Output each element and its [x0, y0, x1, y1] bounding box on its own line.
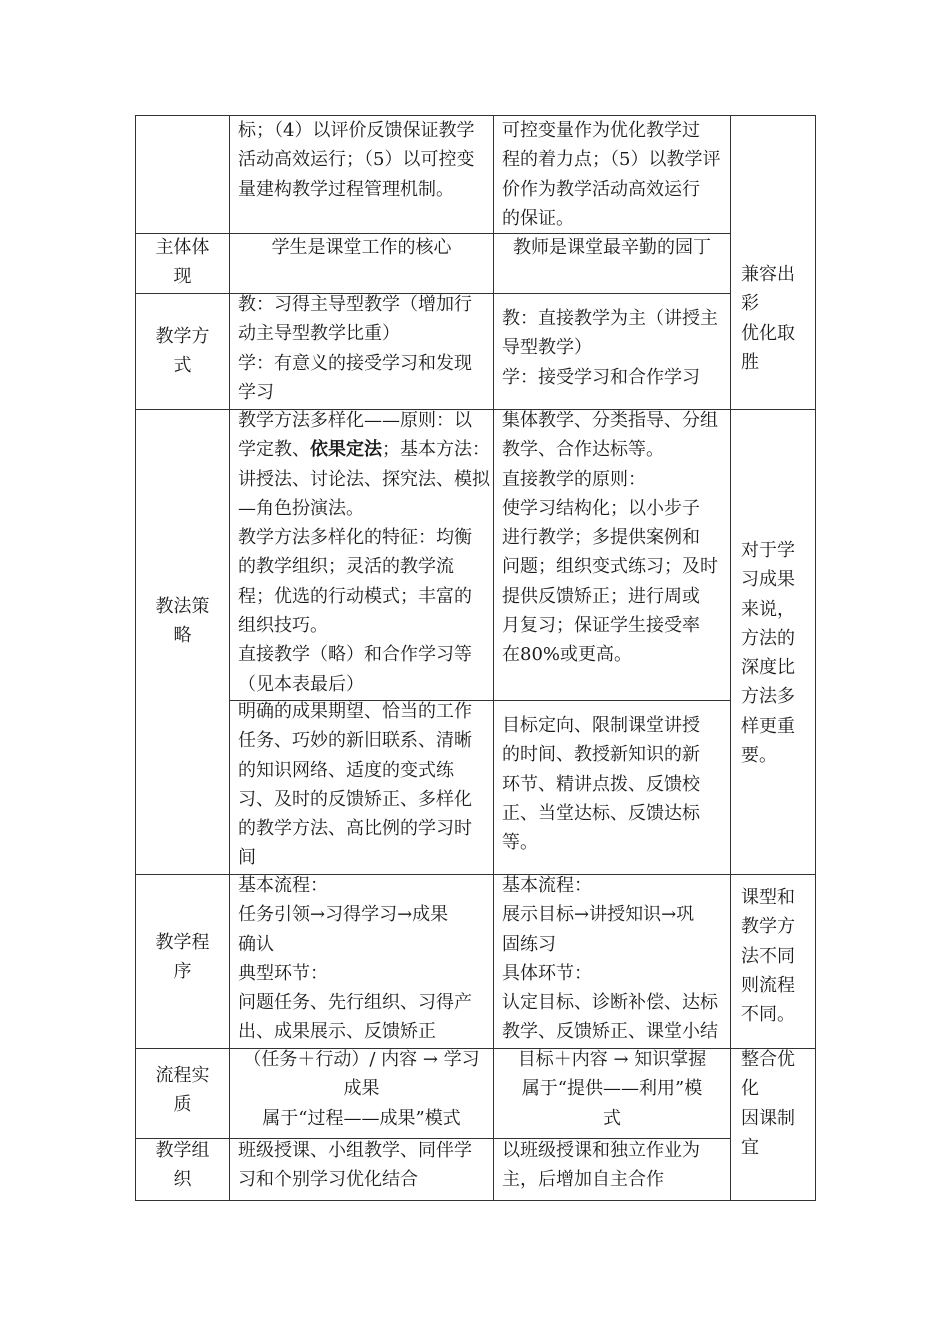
- new-model-cell: [230, 233, 493, 262]
- cell-line: 习和个别学习优化结合: [238, 1169, 418, 1191]
- cell-line: 教学方: [741, 916, 795, 938]
- cell-line: 深度比: [741, 657, 795, 679]
- cell-line: 班级授课、小组教学、同伴学: [238, 1140, 472, 1161]
- cell-line: 基本流程：: [238, 875, 328, 896]
- old-model-cell: [502, 304, 728, 392]
- table-bottom-border: [135, 1200, 816, 1201]
- cell-line: 展示目标→讲授知识→巩: [502, 904, 695, 926]
- cell-line: 来说，: [741, 598, 795, 620]
- cell-line: 导型教学）: [502, 337, 592, 359]
- cell-line: 方法的: [741, 627, 795, 649]
- cell-line: 学：接受学习和合作学习: [502, 366, 700, 388]
- cell-line: 彩: [741, 293, 759, 315]
- note-cell: [741, 260, 813, 377]
- cell-line: 间: [238, 847, 256, 869]
- cell-line: 式: [173, 355, 192, 377]
- cell-line: 量建构教学过程管理机制。: [238, 178, 454, 200]
- cell-line: 的保证。: [502, 207, 574, 229]
- cell-line: 问题；组织变式练习；及时: [502, 556, 718, 578]
- cell-line: 环节、精讲点拨、反馈校: [502, 773, 700, 795]
- cell-line: 任务、巧妙的新旧联系、清晰: [238, 730, 472, 752]
- cell-line: 教：直接教学为主（讲授主: [502, 308, 718, 329]
- cell-line: 进行教学；多提供案例和: [502, 527, 700, 549]
- cell-line: 教学方法多样化——原则：以: [238, 410, 472, 431]
- cell-line: 的教学组织；灵活的教学流: [238, 556, 454, 578]
- cell-line: [238, 435, 490, 464]
- cell-line: 对于学: [741, 540, 795, 561]
- new-model-cell: [238, 290, 490, 407]
- cell-line: 固练习: [502, 933, 556, 955]
- row-header-cell: [136, 928, 229, 987]
- cell-line: 学：有意义的接受学习和发现: [238, 352, 472, 374]
- cell-line: 教学、合作达标等。: [502, 439, 664, 461]
- new-model-cell: [238, 406, 490, 699]
- cell-line: 教学方: [155, 326, 210, 347]
- cell-line: 使学习结构化；以小步子: [502, 497, 700, 519]
- cell-line: 程；优选的行动模式；丰富的: [238, 585, 472, 607]
- old-model-cell: [502, 871, 728, 1047]
- cell-line: 讲授法、讨论法、探究法、模拟: [238, 468, 490, 490]
- row-header-cell: [136, 1136, 229, 1195]
- cell-line: 程的着力点；（5）以教学评: [502, 149, 721, 171]
- cell-line: 主，后增加自主合作: [502, 1169, 664, 1191]
- cell-line: 具体环节：: [502, 962, 592, 984]
- cell-line: 学生是课堂工作的核心: [271, 237, 452, 258]
- cell-line: 的时间、教授新知识的新: [502, 744, 700, 766]
- cell-line: 习、及时的反馈矫正、多样化: [238, 788, 472, 810]
- cell-line: 优化取: [741, 322, 795, 344]
- cell-line: 教法策: [155, 596, 210, 617]
- column-divider: [493, 115, 494, 1201]
- cell-line: 整合优: [741, 1049, 795, 1070]
- bold-text-run: 依果定法: [310, 439, 382, 461]
- new-model-cell: [238, 871, 490, 1047]
- cell-line: 成果: [343, 1078, 380, 1100]
- cell-line: 组织技巧。: [238, 615, 328, 637]
- column-divider: [815, 115, 816, 1201]
- cell-line: 教学、反馈矫正、课堂小结: [502, 1021, 718, 1043]
- old-model-cell: [502, 711, 728, 857]
- cell-line: 现: [173, 266, 192, 288]
- cell-line: 的知识网络、适度的变式练: [238, 759, 454, 781]
- cell-line: 习成果: [741, 569, 795, 591]
- cell-line: 直接教学的原则：: [502, 468, 646, 490]
- new-model-cell: [230, 1045, 493, 1133]
- cell-line: 以班级授课和独立作业为: [502, 1140, 700, 1161]
- old-model-cell: [502, 406, 728, 670]
- cell-line: 教学程: [155, 932, 210, 953]
- cell-line: 属于“过程——成果”模式: [262, 1107, 461, 1129]
- cell-line: 月复习；保证学生接受率: [502, 615, 700, 637]
- cell-line: 式: [603, 1107, 621, 1129]
- cell-line: 正、当堂达标、反馈达标: [502, 802, 700, 824]
- cell-line: 样更重: [741, 715, 795, 737]
- cell-line: 兼容出: [741, 264, 795, 285]
- cell-line: 教学组: [155, 1140, 210, 1161]
- cell-line: 明确的成果期望、恰当的工作: [238, 701, 472, 722]
- cell-line: 质: [173, 1094, 192, 1116]
- cell-line: （见本表最后）: [238, 673, 364, 695]
- text-run: 学定教、: [238, 439, 310, 461]
- cell-line: 要。: [741, 745, 777, 767]
- column-divider: [229, 115, 230, 1201]
- row-header-cell: [136, 592, 229, 651]
- old-model-cell: [502, 1136, 728, 1195]
- column-divider: [730, 115, 731, 1201]
- cell-line: 认定目标、诊断补偿、达标: [502, 992, 718, 1014]
- cell-line: 典型环节：: [238, 962, 328, 984]
- cell-line: 织: [173, 1169, 192, 1191]
- cell-line: 化: [741, 1078, 759, 1100]
- cell-line: 教：习得主导型教学（增加行: [238, 294, 472, 315]
- row-header-cell: [136, 233, 229, 292]
- old-model-cell: [494, 1045, 730, 1133]
- text-run: ；基本方法：: [382, 439, 490, 461]
- cell-line: 序: [173, 961, 192, 983]
- old-model-cell: [494, 233, 730, 262]
- new-model-cell: [238, 697, 490, 873]
- cell-line: 出、成果展示、反馈矫正: [238, 1021, 436, 1043]
- cell-line: 则流程: [741, 974, 795, 996]
- cell-line: 主体体: [155, 237, 210, 258]
- cell-line: 略: [173, 625, 192, 647]
- cell-line: 任务引领→习得学习→成果: [238, 904, 449, 926]
- cell-line: 集体教学、分类指导、分组: [502, 410, 718, 431]
- cell-line: 确认: [238, 933, 274, 955]
- cell-line: 基本流程：: [502, 875, 592, 896]
- new-model-cell: [238, 116, 490, 204]
- cell-line: 宜: [741, 1136, 759, 1158]
- cell-line: 目标＋内容 → 知识掌握: [517, 1049, 707, 1070]
- cell-line: 提供反馈矫正；进行周或: [502, 585, 700, 607]
- cell-line: 胜: [741, 351, 759, 373]
- cell-line: 因课制: [741, 1107, 795, 1129]
- cell-line: （任务＋行动）/ 内容 → 学习: [243, 1049, 480, 1070]
- cell-line: 动主导型教学比重）: [238, 323, 400, 345]
- cell-line: 教师是课堂最辛勤的园丁: [513, 237, 711, 258]
- cell-line: 目标定向、限制课堂讲授: [502, 715, 700, 736]
- cell-line: 教学方法多样化的特征：均衡: [238, 527, 472, 549]
- old-model-cell: [502, 116, 728, 233]
- cell-line: —角色扮演法。: [238, 497, 364, 519]
- cell-line: 标；（4）以评价反馈保证教学: [238, 120, 475, 141]
- cell-line: 流程实: [155, 1065, 210, 1086]
- new-model-cell: [238, 1136, 490, 1195]
- cell-line: 法不同: [741, 945, 795, 967]
- cell-line: 价作为教学活动高效运行: [502, 178, 700, 200]
- cell-line: 等。: [502, 832, 538, 854]
- cell-line: 课型和: [741, 887, 795, 908]
- cell-line: 问题任务、先行组织、习得产: [238, 992, 472, 1014]
- cell-line: 属于“提供——利用”模: [521, 1078, 703, 1100]
- note-cell: [741, 536, 813, 770]
- row-header-cell: [136, 1061, 229, 1120]
- cell-line: 在80%或更高。: [502, 644, 633, 666]
- cell-line: 学习: [238, 381, 274, 403]
- cell-line: 不同。: [741, 1004, 795, 1026]
- note-cell: [741, 1045, 813, 1162]
- cell-line: 可控变量作为优化教学过: [502, 120, 700, 141]
- cell-line: 的教学方法、高比例的学习时: [238, 818, 472, 840]
- cell-line: 直接教学（略）和合作学习等: [238, 644, 472, 666]
- row-header-cell: [136, 322, 229, 381]
- note-cell: [741, 883, 813, 1029]
- cell-line: 活动高效运行；（5）以可控变: [238, 149, 475, 171]
- cell-line: 方法多: [741, 686, 795, 708]
